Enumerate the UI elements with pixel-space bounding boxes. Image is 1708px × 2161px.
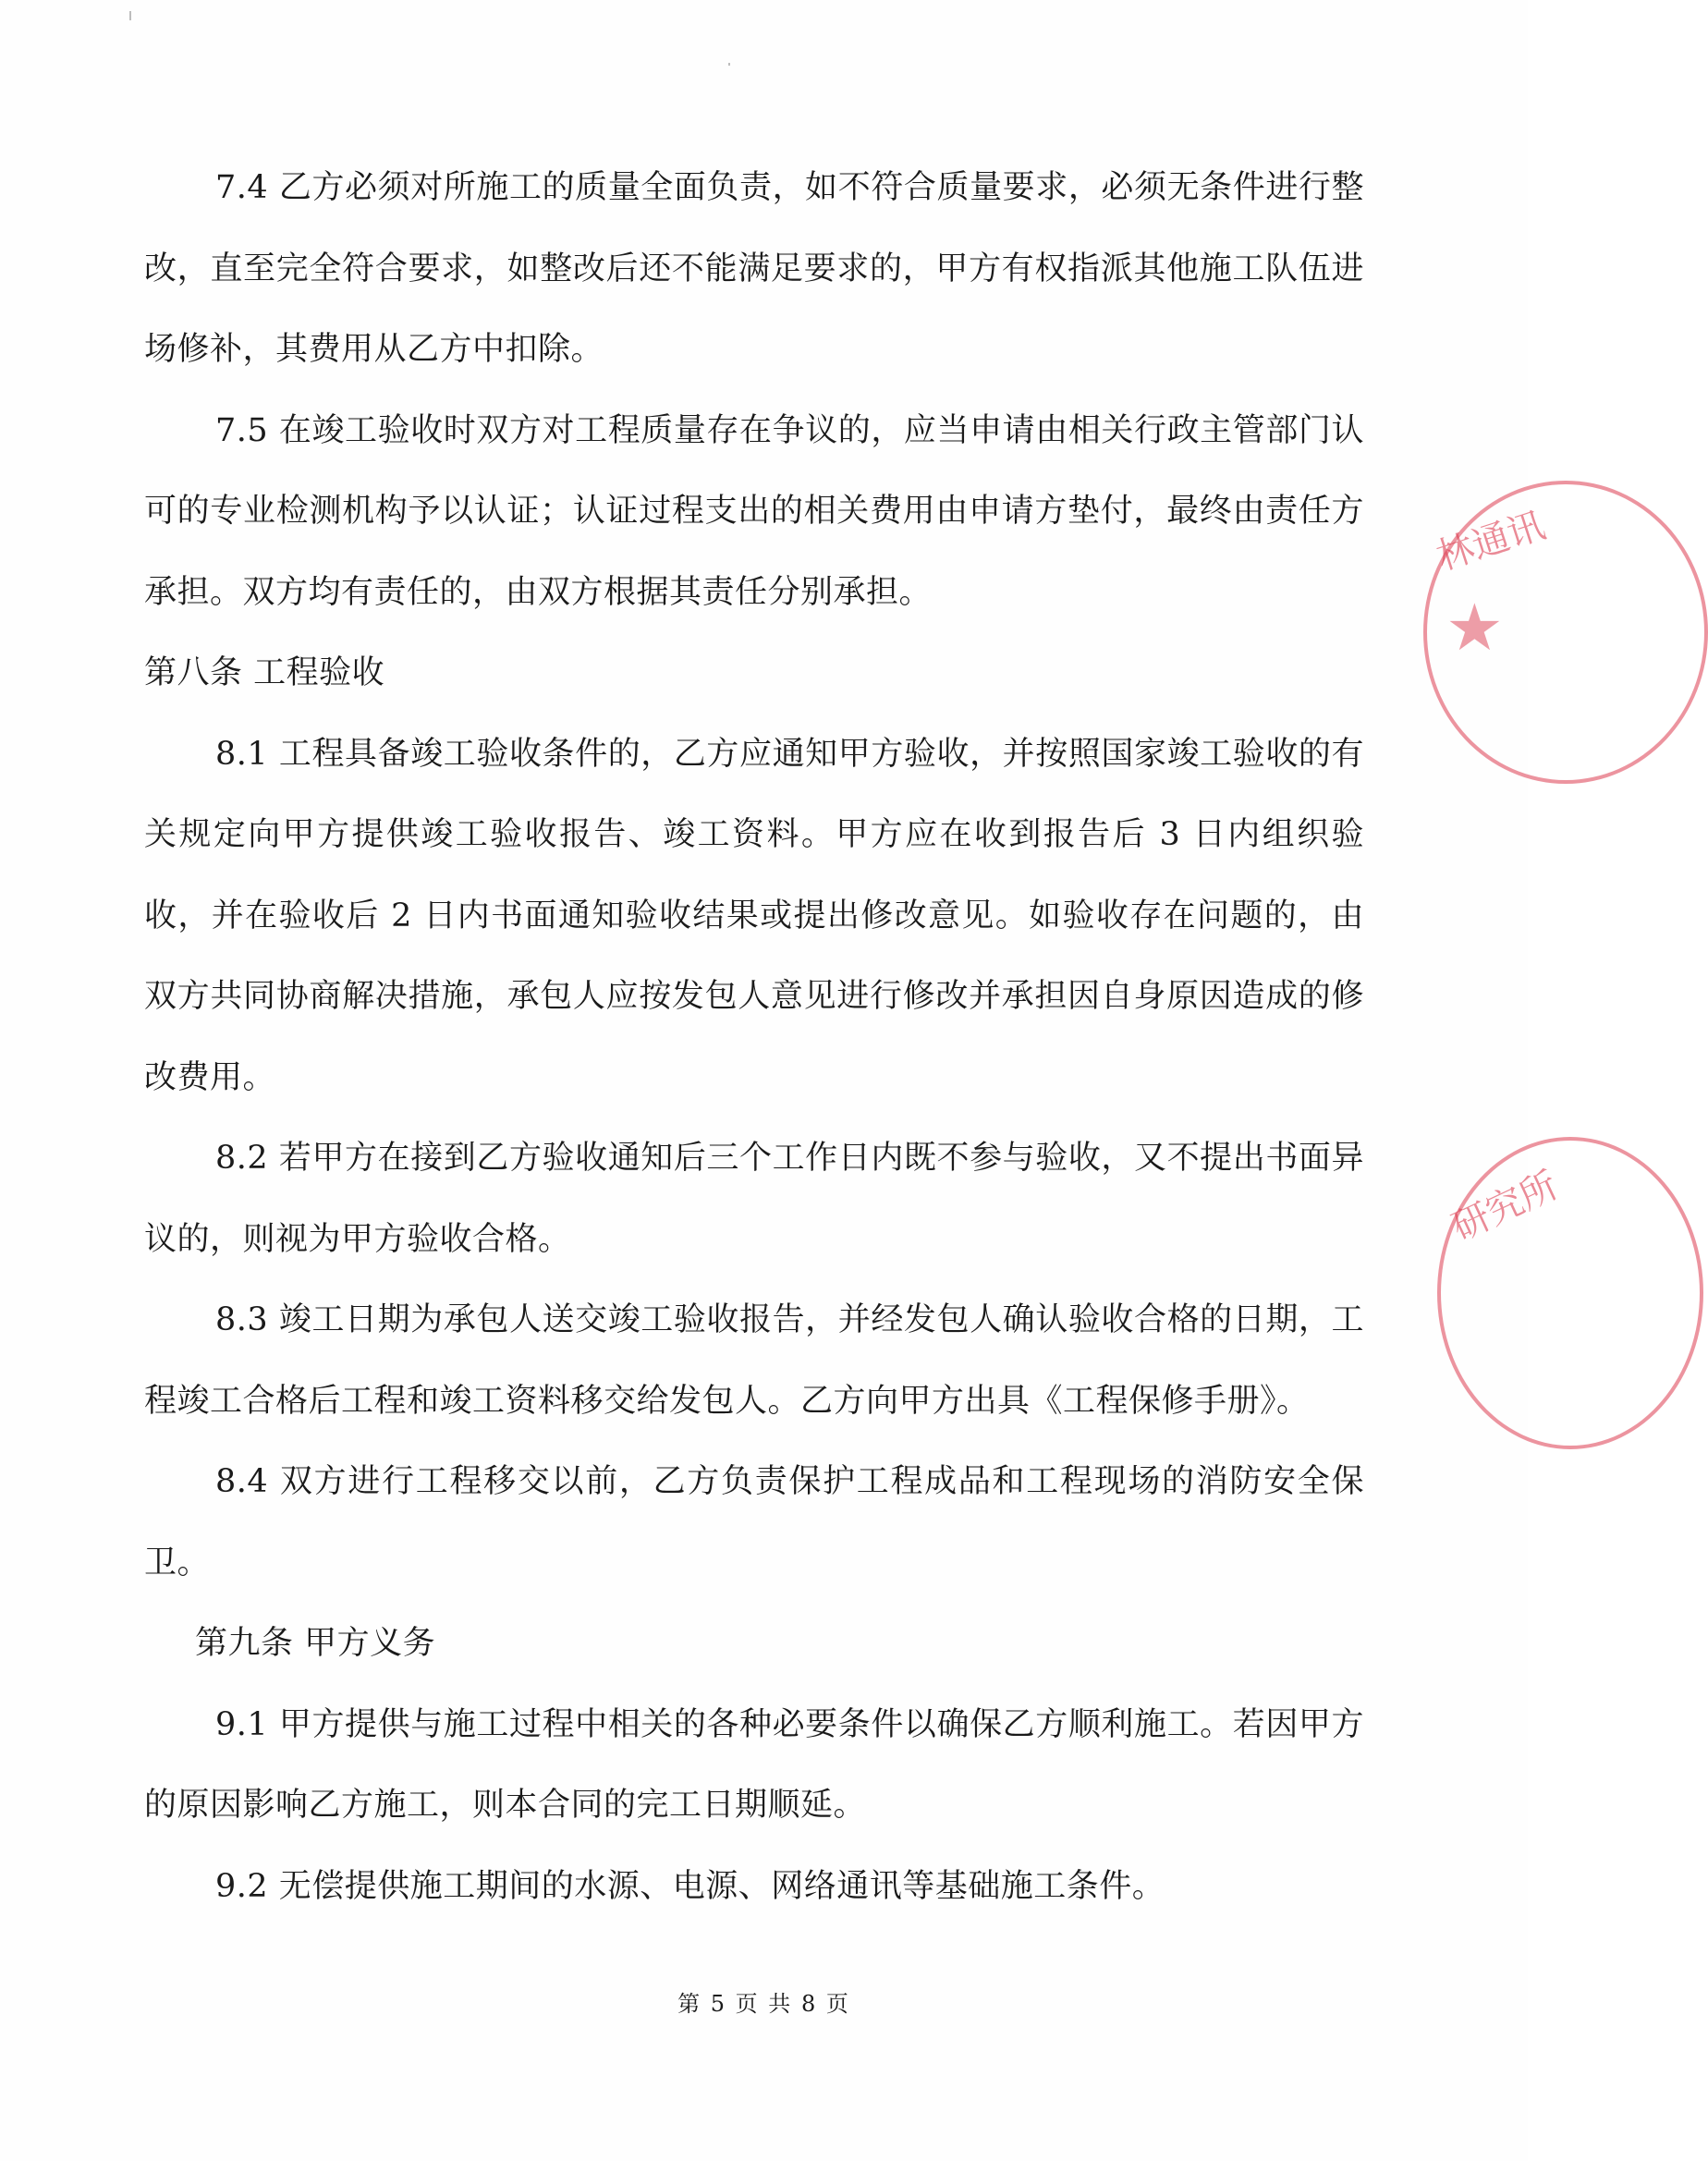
clause-7-5: 7.5 在竣工验收时双方对工程质量存在争议的，应当申请由相关行政主管部门认可的专业检测机构予以认证；认证过程支出的相关费用由申请方垫付，最终由责任方承担。双方均有责任的，由双方根据其责任分别承担。: [144, 411, 1364, 611]
scan-speck: [728, 63, 730, 66]
seal-text-bottom: 研究所: [1446, 1164, 1565, 1250]
clause-9-1: 9.1 甲方提供与施工过程中相关的各种必要条件以确保乙方顺利施工。若因甲方的原因影响乙方施工，则本合同的完工日期顺延。: [144, 1705, 1364, 1824]
clause-9-2: 9.2 无偿提供施工期间的水源、电源、网络通讯等基础施工条件。: [215, 1867, 1165, 1905]
clause-8-3: 8.3 竣工日期为承包人送交竣工验收报告，并经发包人确认验收合格的日期，工程竣工合格后工程和竣工资料移交给发包人。乙方向甲方出具《工程保修手册》。: [144, 1301, 1364, 1420]
seal-star-icon: ★: [1446, 590, 1504, 665]
official-seal-top: [1423, 481, 1708, 784]
scan-speck: [129, 11, 131, 20]
clause-8-1: 8.1 工程具备竣工验收条件的，乙方应通知甲方验收，并按照国家竣工验收的有关规定向甲方提供竣工验收报告、竣工资料。甲方应在收到报告后 3 日内组织验收，并在验收后 2 日内书面通知验收结果或提出修改意见。如验收存在问题的，由双方共同协商解决措施，承包人应按发包人意见进行修改并承担因自身原因造成的修改费用。: [144, 735, 1364, 1096]
clause-8-4: 8.4 双方进行工程移交以前，乙方负责保护工程成品和工程现场的消防安全保卫。: [144, 1463, 1364, 1581]
article-8-heading: 第八条 工程验收: [144, 654, 385, 691]
clause-7-4: 7.4 乙方必须对所施工的质量全面负责，如不符合质量要求，必须无条件进行整改，直至完全符合要求，如整改后还不能满足要求的，甲方有权指派其他施工队伍进场修补，其费用从乙方中扣除。: [144, 169, 1364, 368]
seal-text-top: 林通讯: [1431, 504, 1551, 580]
page-number: 第 5 页 共 8 页: [677, 1991, 850, 2017]
document-body: [144, 148, 1364, 1927]
article-9-heading: 第九条 甲方义务: [195, 1625, 436, 1662]
official-seal-bottom: [1437, 1137, 1703, 1449]
clause-8-2: 8.2 若甲方在接到乙方验收通知后三个工作日内既不参与验收，又不提出书面异议的，则视为甲方验收合格。: [144, 1140, 1364, 1258]
